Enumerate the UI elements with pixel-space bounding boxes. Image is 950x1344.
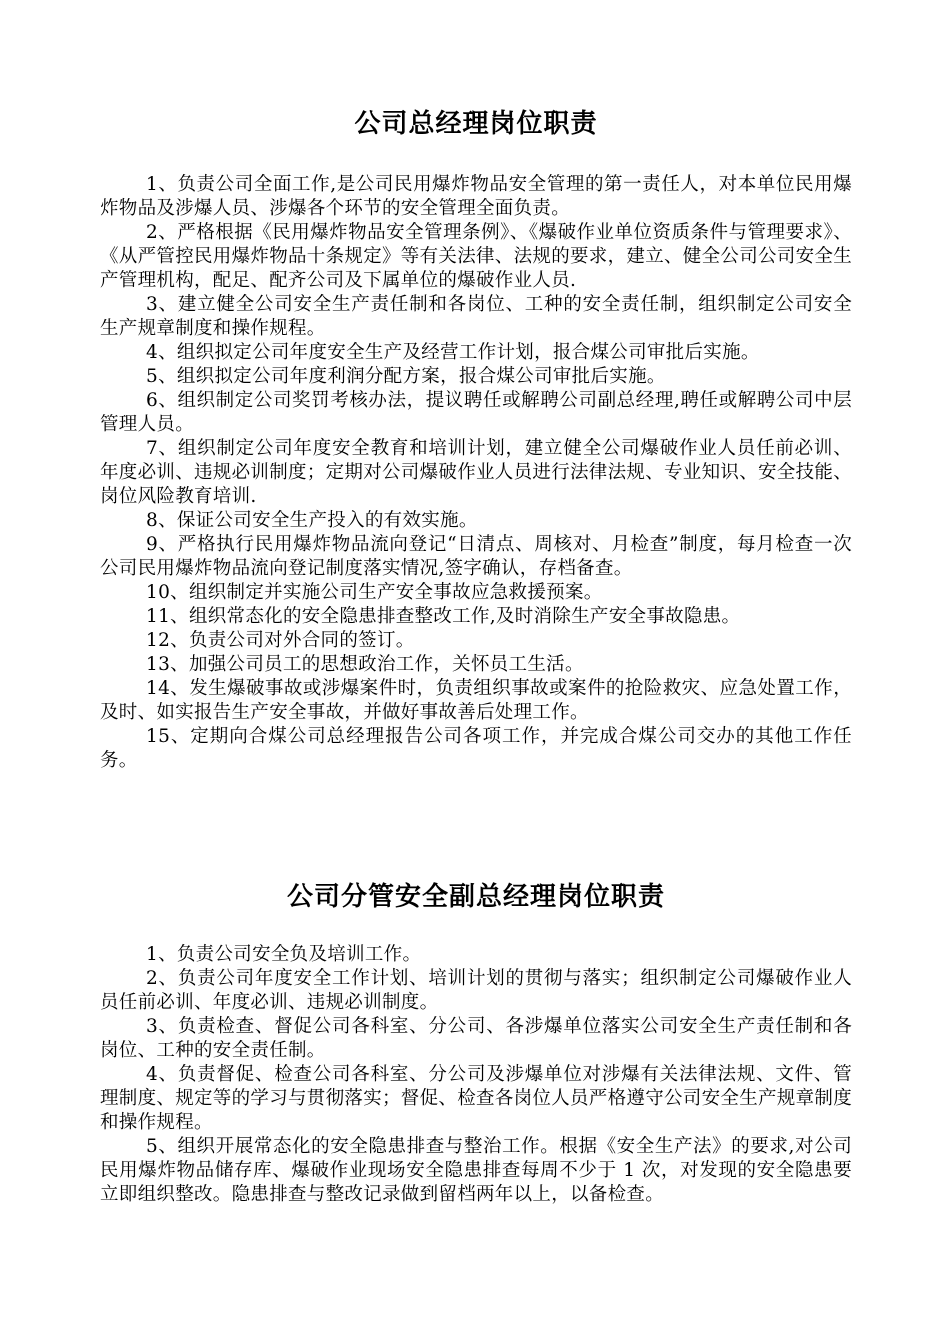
general-manager-section	[100, 104, 852, 773]
duty-item-15: 15、定期向合煤公司总经理报告公司各项工作，并完成合煤公司交办的其他工作任务。	[100, 726, 852, 771]
duty-item-5: 5、组织开展常态化的安全隐患排查与整治工作。根据《安全生产法》的要求,对公司民用爆炸物品储存库、爆破作业现场安全隐患排查每周不少于 1 次，对发现的安全隐患要立即组织整改。隐患排查与整改记录做到留档两年以上，以备检查。	[100, 1136, 852, 1205]
duty-item-13: 13、加强公司员工的思想政治工作，关怀员工生活。	[146, 654, 584, 675]
duty-item-3: 3、负责检查、督促公司各科室、分公司、各涉爆单位落实公司安全生产责任制和各岗位、工种的安全责任制。	[100, 1016, 852, 1061]
duty-item-2: 2、严格根据《民用爆炸物品安全管理条例》、《爆破作业单位资质条件与管理要求》、《从严管控民用爆炸物品十条规定》等有关法律、法规的要求，建立、健全公司公司安全生产管理机构，配足、配齐公司及下属单位的爆破作业人员.	[100, 222, 853, 291]
section-title: 公司总经理岗位职责	[354, 109, 598, 139]
duty-item-1: 1、负责公司安全负及培训工作。	[146, 944, 422, 965]
duty-item-7: 7、组织制定公司年度安全教育和培训计划，建立健全公司爆破作业人员任前必训、年度必训、违规必训制度；定期对公司爆破作业人员进行法律法规、专业知识、安全技能、岗位风险教育培训.	[100, 438, 853, 507]
duty-item-9: 9、严格执行民用爆炸物品流向登记“日清点、周核对、月检查”制度，每月检查一次公司民用爆炸物品流向登记制度落实情况,签字确认，存档备查。	[100, 534, 852, 579]
duty-item-4: 4、负责督促、检查公司各科室、分公司及涉爆单位对涉爆有关法律法规、文件、管理制度、规定等的学习与贯彻落实；督促、检查各岗位人员严格遵守公司安全生产规章制度和操作规程。	[100, 1064, 853, 1133]
duty-item-14: 14、发生爆破事故或涉爆案件时，负责组织事故或案件的抢险救灾、应急处置工作，及时、如实报告生产安全事故，并做好事故善后处理工作。	[100, 678, 852, 723]
safety-deputy-manager-section	[100, 877, 852, 1207]
section-title: 公司分管安全副总经理岗位职责	[286, 882, 665, 912]
duty-item-6: 6、组织制定公司奖罚考核办法，提议聘任或解聘公司副总经理,聘任或解聘公司中层管理人员。	[100, 390, 852, 435]
duty-item-8: 8、保证公司安全生产投入的有效实施。	[146, 510, 478, 531]
duty-item-12: 12、负责公司对外合同的签订。	[146, 630, 415, 651]
duty-item-11: 11、组织常态化的安全隐患排查整改工作,及时消除生产安全事故隐患。	[146, 606, 741, 627]
duty-item-3: 3、建立健全公司安全生产责任制和各岗位、工种的安全责任制，组织制定公司安全生产规章制度和操作规程。	[100, 294, 852, 339]
duty-item-5: 5、组织拟定公司年度利润分配方案，报合煤公司审批后实施。	[146, 366, 666, 387]
duty-item-4: 4、组织拟定公司年度安全生产及经营工作计划，报合煤公司审批后实施。	[146, 342, 760, 363]
duty-item-1: 1、负责公司全面工作,是公司民用爆炸物品安全管理的第一责任人，对本单位民用爆炸物品及涉爆人员、涉爆各个环节的安全管理全面负责。	[100, 174, 852, 219]
duty-item-2: 2、负责公司年度安全工作计划、培训计划的贯彻与落实；组织制定公司爆破作业人员任前必训、年度必训、违规必训制度。	[100, 968, 852, 1013]
duty-item-10: 10、组织制定并实施公司生产安全事故应急救援预案。	[146, 582, 603, 603]
